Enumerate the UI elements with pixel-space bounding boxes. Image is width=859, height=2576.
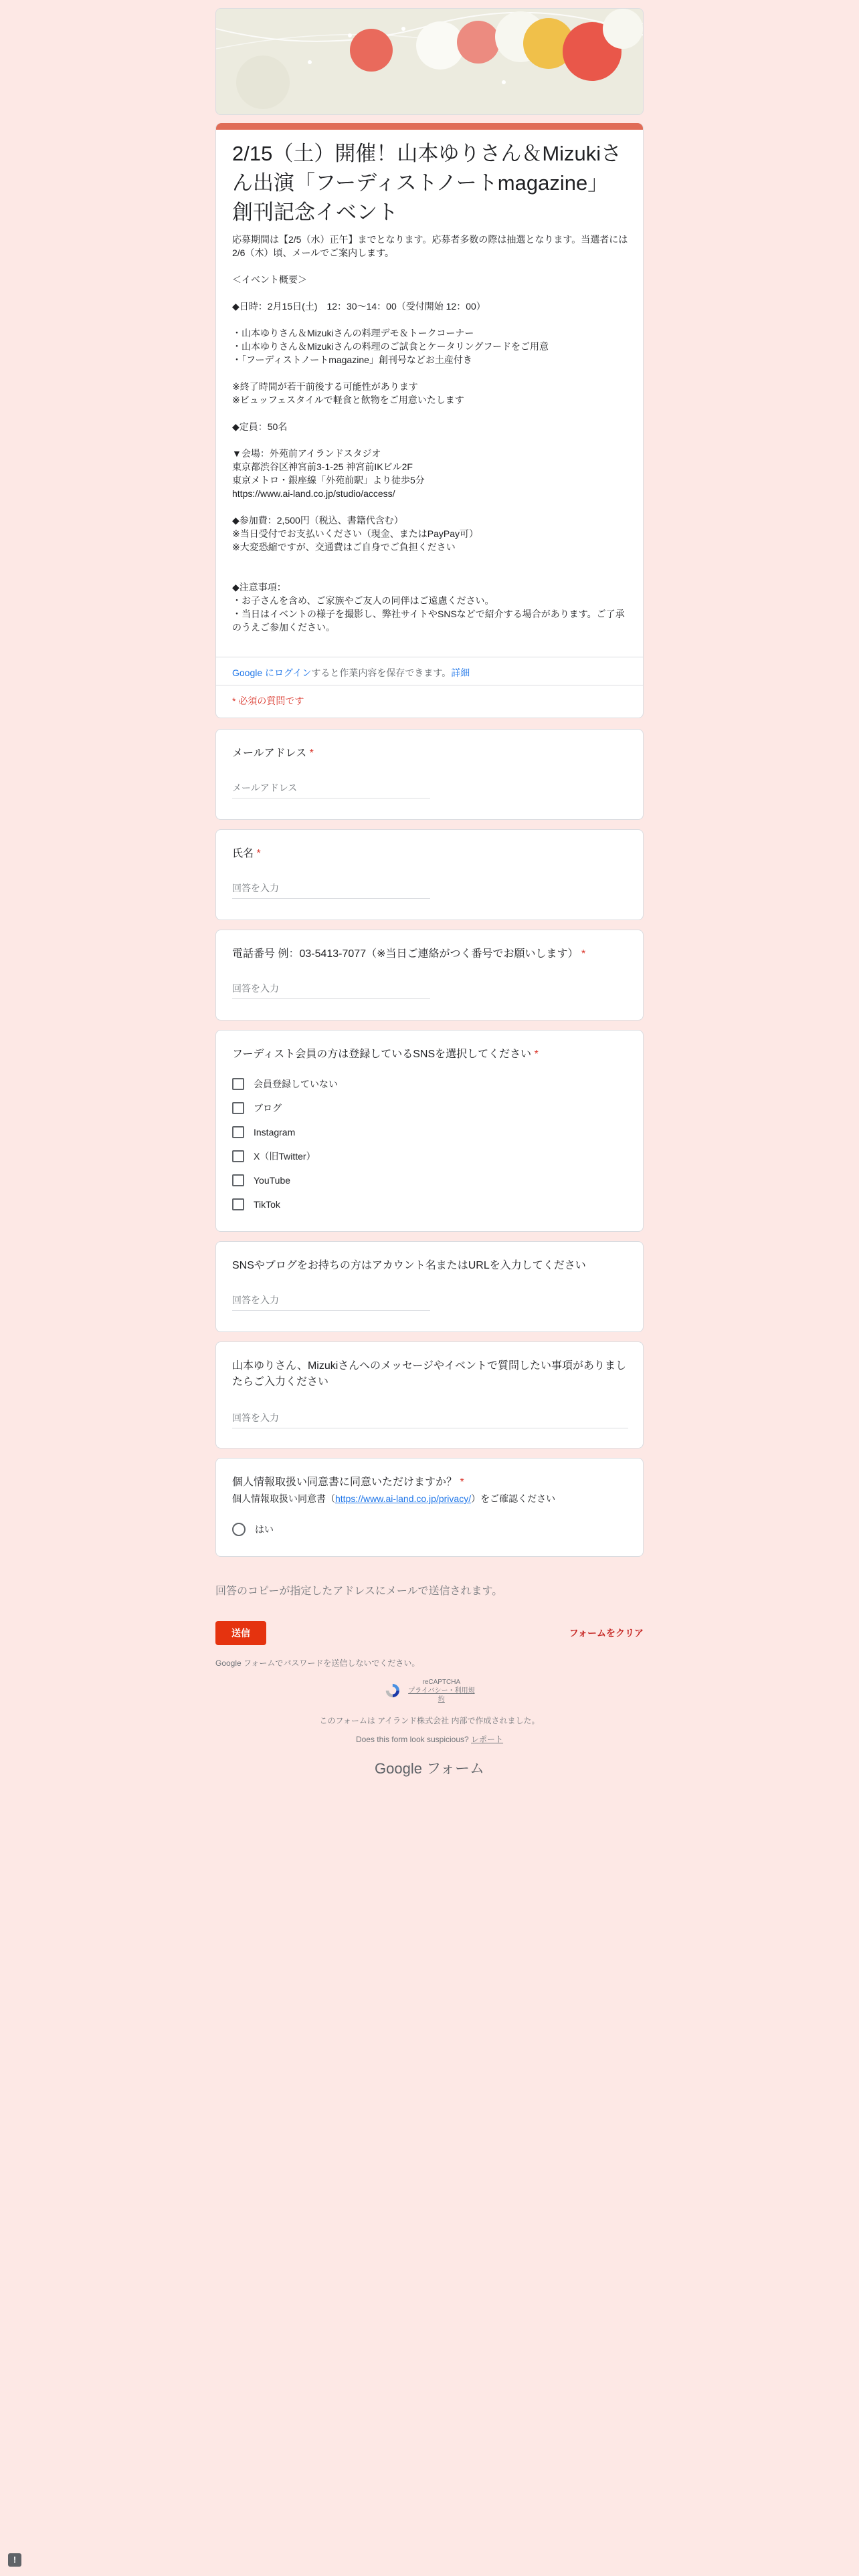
- email-input[interactable]: [232, 778, 430, 798]
- required-note: * 必須の質問です: [232, 695, 304, 706]
- question-text: フーディスト会員の方は登録しているSNSを選択してください: [232, 1049, 532, 1060]
- account-input[interactable]: [232, 1290, 430, 1311]
- checkbox-option[interactable]: [232, 1196, 280, 1212]
- recaptcha-text: [408, 1678, 475, 1704]
- question-text: 個人情報取扱い同意書に同意いただけますか？: [232, 1477, 458, 1488]
- question-description: [232, 1492, 555, 1505]
- form-title: 2/15（土）開催！山本ゆりさん＆Mizukiさん出演「フーディストノートmagazine」創刊記念イベント: [232, 142, 622, 224]
- checkbox[interactable]: [232, 1126, 244, 1138]
- question-text: 電話番号 例：03-5413-7077（※当日ご連絡がつく番号でお願いします）: [232, 948, 579, 960]
- question-label: 山本ゆりさん、Mizukiさんへのメッセージやイベントで質問したい事項がありましたらご入力ください: [232, 1360, 627, 1388]
- header-banner: [215, 8, 644, 115]
- report-link[interactable]: レポート: [471, 1735, 504, 1744]
- question-label: SNSやブログをお持ちの方はアカウント名またはURLを入力してください: [232, 1260, 586, 1271]
- login-link[interactable]: Google にログイン: [232, 667, 312, 678]
- form-description: 応募期間は【2/5（水）正午】までとなります。応募者多数の際は抽選となります。当選者には2/6（木）頃、メールでご案内します。 ＜イベント概要＞ ◆日時：2月15日(土) 12：30〜14：00（受付開始 12：00） ・山本ゆりさん＆Mizukiさんの料理デモ＆トークコーナー ・山本ゆりさん＆Mizukiさんの料理のご試食とケータリングフードをご用意 ・「フーディストノートmagazine」創刊号などお土産付き ※終了時間が若干前後する可能性があります ※ビュッフェスタイルで軽食と飲物をご用意いたします ◆定員：50名 ▼会場：外苑前アイランドスタジオ 東京都渋谷区神宮前3-1-25 神宮前IKビル2F 東京メトロ・銀座線「外苑前駅」より徒歩5分 https://www.ai-land.co.jp/studio/access/ ◆参加費：2,500円（税込、書籍代含む） ※当日受付でお支払いください（現金、またはPayPay可） ※大変恐縮ですが、交通費はご自身でご負担ください ◆注意事項： ・お子さんを含め、ご家族やご友人の同伴はご遠慮ください。 ・当日はイベントの様子を撮影し、弊社サイトやSNSなどで紹介する場合があります。ご了承のうえご参加ください。: [232, 234, 628, 633]
- google-wordmark: Google: [375, 1760, 422, 1777]
- required-star: *: [309, 748, 314, 759]
- phone-input[interactable]: [232, 978, 430, 999]
- login-notice-text: すると作業内容を保存できます。: [311, 667, 452, 678]
- question-message: [215, 1341, 644, 1448]
- suspicious-note: [0, 1733, 859, 1745]
- copy-note: 回答のコピーが指定したアドレスにメールで送信されます。: [215, 1586, 503, 1597]
- checkbox-option[interactable]: [232, 1124, 295, 1140]
- question-text: メールアドレス: [232, 748, 307, 759]
- lantern-illustration: [216, 9, 644, 115]
- accent-bar: [216, 123, 643, 130]
- checkbox[interactable]: [232, 1102, 244, 1114]
- description-text: ）をご確認ください: [471, 1493, 556, 1504]
- question-label: [232, 1047, 628, 1063]
- description-text: 個人情報取扱い同意書（: [232, 1493, 335, 1504]
- checkbox[interactable]: [232, 1078, 244, 1090]
- question-name: [215, 829, 644, 920]
- checkbox[interactable]: [232, 1174, 244, 1186]
- option-label: TikTok: [254, 1199, 280, 1210]
- google-forms-logo[interactable]: [0, 1757, 859, 1778]
- checkbox[interactable]: [232, 1150, 244, 1162]
- question-account: [215, 1241, 644, 1332]
- login-notice: [232, 666, 470, 679]
- suspicious-text: Does this form look suspicious?: [355, 1735, 469, 1744]
- checkbox-option[interactable]: [232, 1076, 338, 1092]
- message-input[interactable]: [232, 1408, 628, 1428]
- question-label: [232, 746, 628, 762]
- required-star: *: [581, 948, 586, 960]
- required-star: *: [534, 1049, 539, 1060]
- checkbox-option[interactable]: [232, 1148, 316, 1164]
- option-label: Instagram: [254, 1127, 296, 1138]
- option-label: 会員登録していない: [254, 1079, 338, 1089]
- recaptcha-links[interactable]: プライバシー・利用規約: [408, 1687, 475, 1703]
- option-label: ブログ: [254, 1103, 282, 1113]
- recaptcha-icon: [384, 1681, 401, 1700]
- form-header-card: [215, 123, 644, 718]
- question-consent: [215, 1458, 644, 1557]
- recaptcha-badge: [384, 1677, 475, 1704]
- created-by-note: このフォームは アイランド株式会社 内部で作成されました。: [319, 1716, 540, 1725]
- details-link[interactable]: 詳細: [451, 667, 470, 678]
- radio-option[interactable]: [232, 1521, 274, 1537]
- required-star: *: [460, 1477, 464, 1488]
- recaptcha-label: reCAPTCHA: [422, 1678, 461, 1686]
- question-sns: [215, 1030, 644, 1232]
- question-label: [232, 946, 628, 962]
- password-warning: Google フォームでパスワードを送信しないでください。: [215, 1658, 420, 1668]
- privacy-link[interactable]: https://www.ai-land.co.jp/privacy/: [335, 1493, 472, 1504]
- name-input[interactable]: [232, 878, 430, 899]
- question-email: [215, 729, 644, 820]
- feedback-icon[interactable]: !: [8, 2553, 21, 2567]
- question-label: [232, 846, 628, 862]
- question-phone: [215, 930, 644, 1021]
- checkbox-option[interactable]: [232, 1100, 282, 1116]
- question-text: 氏名: [232, 848, 254, 859]
- option-label: X（旧Twitter）: [254, 1151, 316, 1162]
- option-label: YouTube: [254, 1175, 291, 1186]
- checkbox-option[interactable]: [232, 1172, 290, 1188]
- checkbox[interactable]: [232, 1198, 244, 1210]
- clear-form-button[interactable]: フォームをクリア: [569, 1628, 644, 1638]
- required-star: *: [256, 848, 261, 859]
- option-label: はい: [255, 1524, 274, 1535]
- forms-wordmark: フォーム: [426, 1760, 484, 1777]
- question-label: [232, 1475, 628, 1491]
- radio-button[interactable]: [232, 1523, 246, 1536]
- submit-button[interactable]: 送信: [215, 1621, 266, 1645]
